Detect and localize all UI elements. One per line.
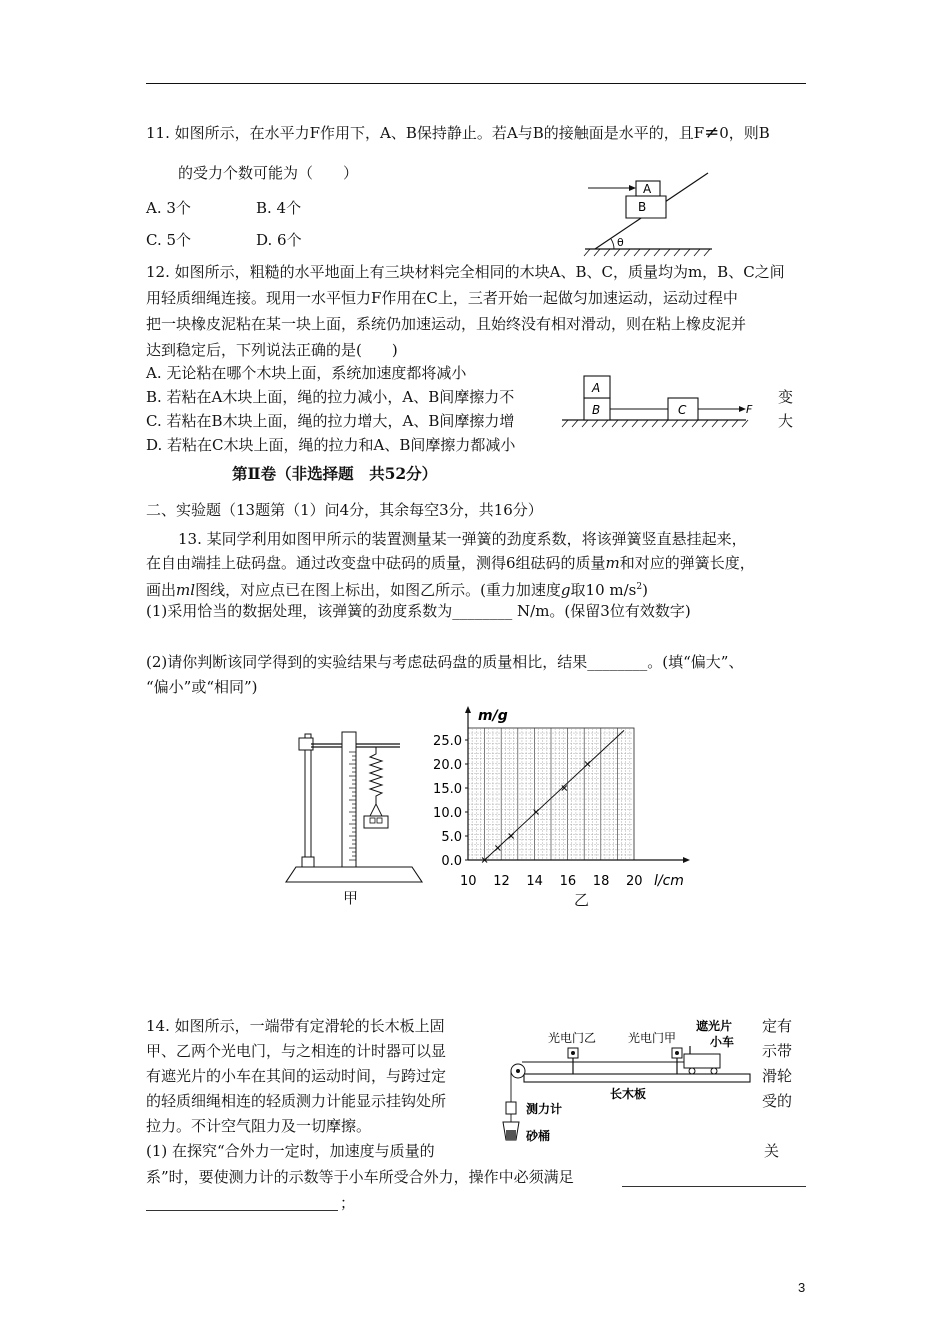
chart-x-tick-label: 18 [592,874,610,889]
q14-figure [500,1016,762,1152]
q13-fig-jia-label: 甲 [343,889,359,907]
chart-x-arrow [683,857,690,863]
q14-line1: 14. 如图所示，一端带有定滑轮的长木板上固 [146,1017,445,1035]
q14-line6: (1) 在探究“合外力一定时，加速度与质量的 [146,1142,435,1160]
section2-subtitle: 二、实验题（13题第（1）问4分，其余每空3分，共16分） [146,501,543,519]
q14-shade-label: 遮光片 [696,1019,733,1033]
q13-sub2-line2: “偏小”或“相同”) [146,678,258,696]
chart-x-axis-label: l/cm [654,873,684,889]
chart-y-tick-label: 10.0 [433,806,462,821]
q13-line1: 13. 某同学利用如图甲所示的装置测量某一弹簧的劲度系数，将该弹簧竖直悬挂起来， [178,530,747,548]
chart-x-tick-label: 10 [460,874,477,889]
chart-y-arrow [465,706,471,713]
chart-y-tick-label: 25.0 [433,734,462,749]
chart-y-tick-label: 5.0 [441,830,462,845]
q14-gate-yi-label: 光电门乙 [548,1031,597,1045]
q14-line4: 的轻质细绳相连的轻质测力计能显示挂钩处所 [146,1092,447,1110]
q11-option-d: D. 6个 [256,231,302,249]
q12-block-c-label: C [678,403,687,417]
q12-option-c-tail: 大 [778,412,794,430]
q11-line2: 的受力个数可能为（ ） [178,164,359,182]
chart-y-axis-label: m/g [478,708,508,724]
q11-line1: 11. 如图所示，在水平力F作用下，A、B保持静止。若A与B的接触面是水平的，且F≠0，则B [146,122,770,143]
chart-x-tick-label: 14 [526,874,543,889]
q12-option-b: B. 若粘在A木块上面，绳的拉力减小，A、B间摩擦力不 [146,388,515,406]
q14-line2: 甲、乙两个光电门，与之相连的计时器可以显 [146,1042,447,1060]
q13-apparatus-figure [280,722,430,912]
q11-angle-label: θ [617,236,624,249]
q12-option-d: D. 若粘在C木块上面，绳的拉力和A、B间摩擦力都减小 [146,436,516,454]
q14-gate-jia-label: 光电门甲 [628,1031,677,1045]
q14-meter-label: 测力计 [526,1102,563,1116]
q12-block-a-label: A [592,381,601,395]
q14-line1-tail: 定有 [762,1017,793,1035]
q14-cart-label: 小车 [710,1035,735,1049]
q13-fig-yi-label: 乙 [574,891,590,909]
q11-option-a: A. 3个 [146,199,191,217]
q14-line5: 拉力。不计空气阻力及一切摩擦。 [146,1117,372,1135]
q14-answer-blank-2[interactable] [146,1210,338,1211]
q11-block-b-label: B [638,200,647,214]
q14-line3-tail: 滑轮 [762,1067,793,1085]
q14-line8-end: ； [340,1194,356,1212]
q14-board-label: 长木板 [610,1087,647,1101]
chart-y-tick-label: 15.0 [433,782,462,797]
q11-option-c: C. 5个 [146,231,192,249]
q13-line2: 在自由端挂上砝码盘。通过改变盘中砝码的质量，测得6组砝码的质量m和对应的弹簧长度， [146,554,755,572]
q12-option-a: A. 无论粘在哪个木块上面，系统加速度都将减小 [146,364,467,382]
q12-force-label: F [746,403,753,416]
q12-figure [560,374,753,434]
q12-line4: 达到稳定后，下列说法正确的是( ) [146,341,398,359]
q12-line3: 把一块橡皮泥粘在某一块上面，系统仍加速运动，且始终没有相对滑动，则在粘上橡皮泥并 [146,315,747,333]
q12-block-b-label: B [592,403,601,417]
page-number: 3 [798,1280,806,1295]
q13-sub1: (1)采用恰当的数据处理，该弹簧的劲度系数为________ N/m。(保留3位有效数字) [146,602,691,620]
chart-y-tick-label: 0.0 [441,854,462,869]
q12-option-b-tail: 变 [778,388,794,406]
q13-sub2-line1: (2)请你判断该同学得到的实验结果与考虑砝码盘的质量相比，结果________。(填“偏大”、 [146,653,744,671]
q14-line6-tail: 关 [764,1142,780,1160]
q14-line2-tail: 示带 [762,1042,793,1060]
header-rule [146,83,806,84]
q11-option-b: B. 4个 [256,199,302,217]
chart-x-tick-label: 12 [493,874,510,889]
q11-figure [580,168,715,258]
q13-chart [420,700,710,895]
chart-x-tick-label: 16 [559,874,577,889]
q14-bucket-label: 砂桶 [526,1129,551,1143]
q13-line3: 画出ml图线，对应点已在图上标出，如图乙所示。(重力加速度g取10 $m/s^2$) [146,581,648,599]
chart-x-tick-label: 20 [626,874,643,889]
q14-line3: 有遮光片的小车在其间的运动时间，与跨过定 [146,1067,447,1085]
section2-title: 第Ⅱ卷（非选择题 共52分） [232,464,438,483]
q14-answer-blank-1[interactable] [622,1186,806,1187]
q14-line4-tail: 受的 [762,1092,793,1110]
q11-block-a-label: A [643,182,652,196]
q14-line7: 系”时，要使测力计的示数等于小车所受合外力，操作中必须满足 [146,1168,574,1186]
chart-y-tick-label: 20.0 [433,758,462,773]
q12-line1: 12. 如图所示，粗糙的水平地面上有三块材料完全相同的木块A、B、C，质量均为m，B、C之间 [146,263,785,281]
q12-line2: 用轻质细绳连接。现用一水平恒力F作用在C上，三者开始一起做匀加速运动，运动过程中 [146,289,738,307]
q12-option-c: C. 若粘在B木块上面，绳的拉力增大，A、B间摩擦力增 [146,412,515,430]
